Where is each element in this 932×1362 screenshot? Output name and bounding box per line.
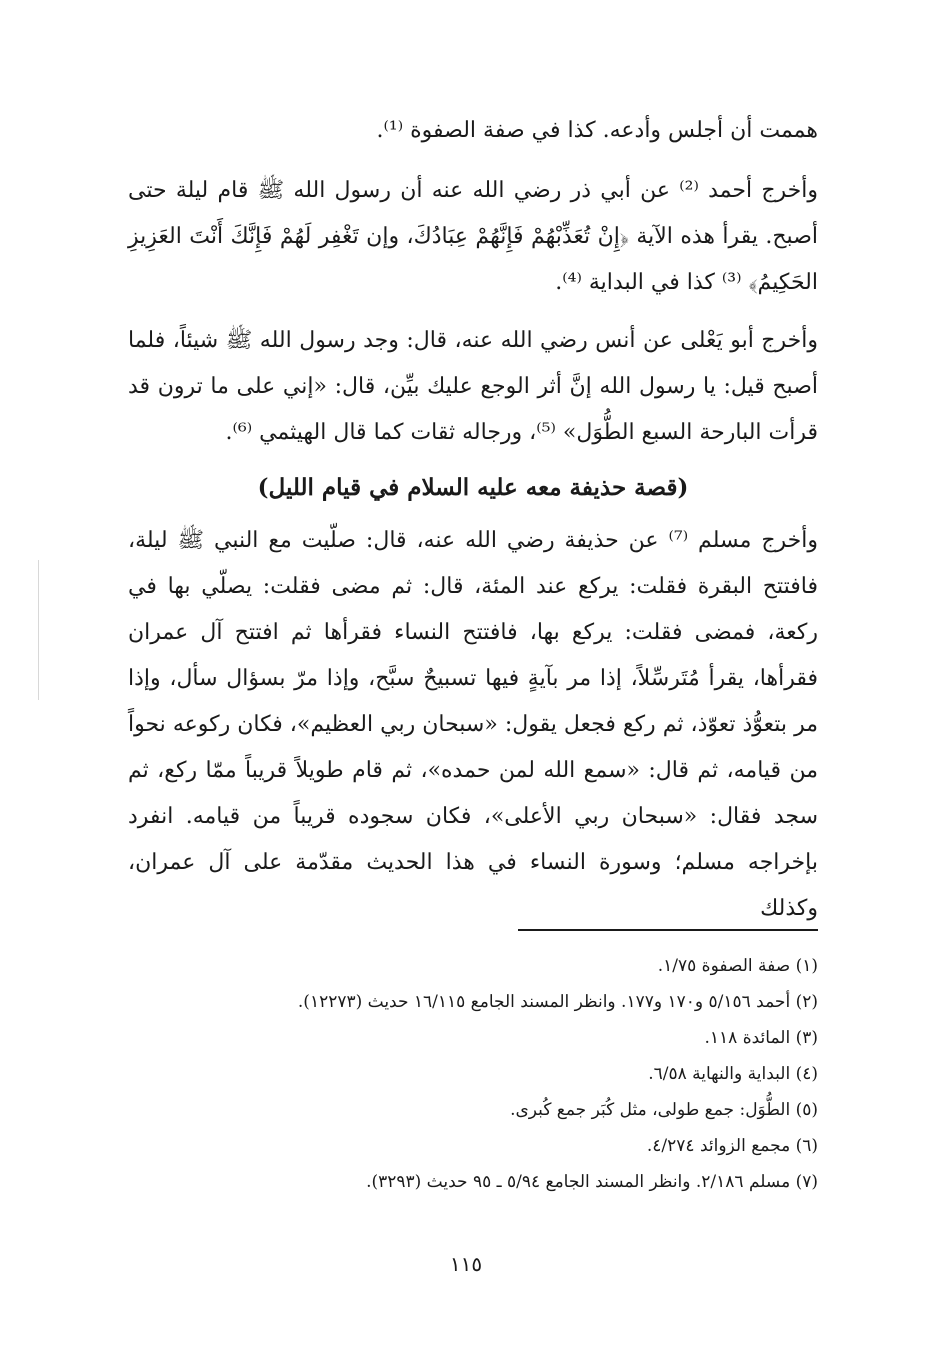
footnote-2: (٢) أحمد ٥/١٥٦ و١٧٠ و١٧٧. وانظر المسند الجامع ١٦/١١٥ حديث (١٢٢٧٣). xyxy=(297,992,818,1012)
footnote-1: (١) صفة الصفوة ١/٧٥. xyxy=(657,956,818,976)
footnote-6: (٦) مجمع الزوائد ٤/٢٧٤. xyxy=(646,1136,818,1156)
footnote-3: (٣) المائدة ١١٨. xyxy=(704,1028,818,1048)
section-heading: (قصة حذيفة معه عليه السلام في قيام الليل) xyxy=(257,474,689,501)
page-number: ١١٥ xyxy=(449,1252,483,1276)
footnote-4: (٤) البداية والنهاية ٦/٥٨. xyxy=(648,1064,818,1084)
footnote-separator xyxy=(518,929,818,931)
footnote-5: (٥) الطُّوَل: جمع طولى، مثل كُبَر جمع كُبرى. xyxy=(510,1100,818,1120)
section-paragraph: وأخرج مسلم ⁽⁷⁾ عن حذيفة رضي الله عنه، قال: صلّيت مع النبي ﷺ ليلة، فافتتح البقرة فقلت: يركع عند المئة، قال: ثم مضى فقلت: يصلّي بها في ركعة، فمضى فقلت: يركع بها، فافتتح النساء فقرأها ثم افتتح آل عمران فقرأها، يقرأ مُتَرسِّلاً، إذا مر بآيةٍ فيها تسبيحٌ سبَّح، وإذا مرّ بسؤال سأل، وإذا مر بتعوُّذ تعوّذ، ثم ركع فجعل يقول: «سبحان ربي العظيم»، فكان ركوعه نحواً من قيامه، ثم قال: «سمع الله لمن حمده»، ثم قام طويلاً قريباً ممّا ركع، ثم سجد فقال: «سبحان ربي الأعلى»، فكان سجوده قريباً من قيامه. انفرد بإخراجه مسلم؛ وسورة النساء في هذا الحديث مقدّمة على آل عمران، وكذلك xyxy=(128,528,819,921)
main-text xyxy=(128,108,818,944)
paragraph-3: وأخرج أبو يَعْلى عن أنس رضي الله عنه، قال: وجد رسول الله ﷺ شيئاً، فلما أصبح قيل: يا رسول الله إنَّ أثر الوجع عليك بيِّن، قال: «إني على ما ترون قد قرأت البارحة السبع الطُّوَل» ⁽⁵⁾، ورجاله ثقات كما قال الهيثمي ⁽⁶⁾. xyxy=(128,328,818,445)
paragraph-1: هممت أن أجلس وأدعه. كذا في صفة الصفوة ⁽¹⁾. xyxy=(376,118,818,143)
footnotes xyxy=(128,948,818,1200)
footnote-7: (٧) مسلم ٢/١٨٦. وانظر المسند الجامع ٥/٩٤ ـ ٩٥ حديث (٣٢٩٣). xyxy=(366,1172,818,1192)
paragraph-2: وأخرج أحمد ⁽²⁾ عن أبي ذر رضي الله عنه أن رسول الله ﷺ قام ليلة حتى أصبح. يقرأ هذه الآية ﴿إِنْ تُعَذِّبْهُمْ فَإِنَّهُمْ عِبَادُكَ، وإن تَغْفِر لَهُمْ فَإِنَّكَ أَنْتَ العَزِيزِ الحَكِيمُ﴾ ⁽³⁾ كذا في البداية ⁽⁴⁾. xyxy=(128,178,818,295)
scan-margin-line xyxy=(38,560,39,700)
